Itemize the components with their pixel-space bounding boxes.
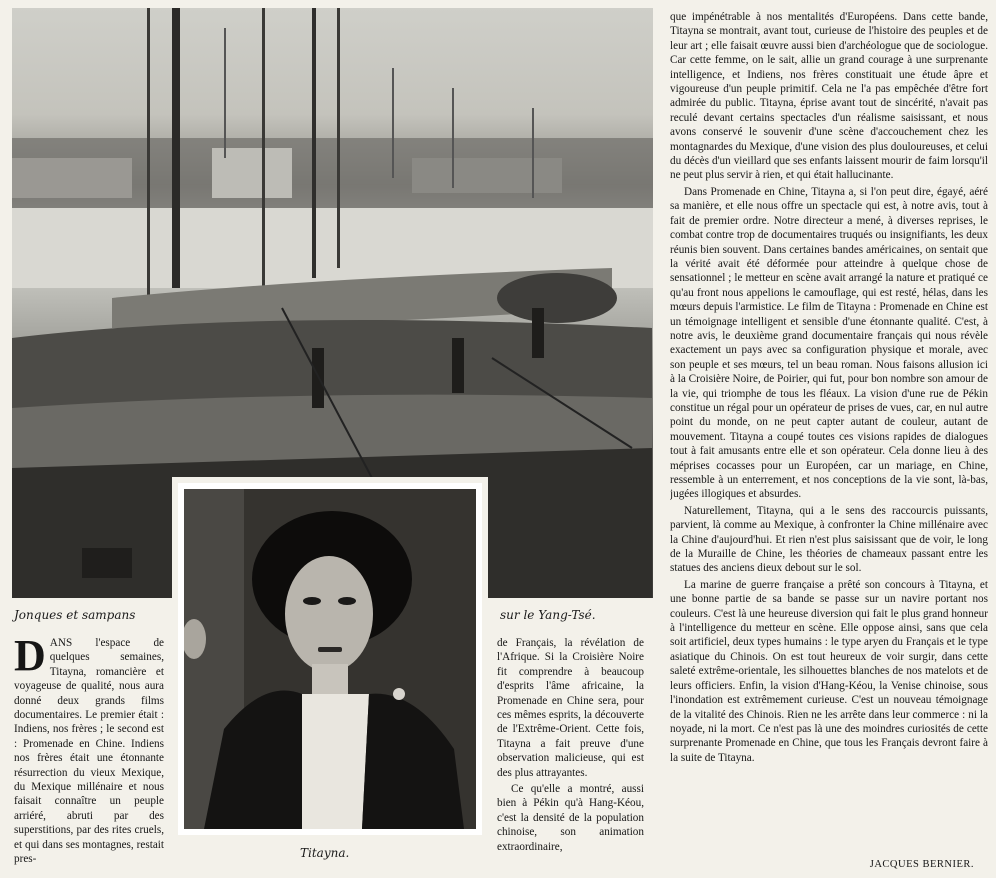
caption-portrait: Titayna. (300, 846, 350, 860)
article-paragraph: Naturellement, Titayna, qui a le sens des raccourcis puissants, parvient, là comme au Mexique, à confronter la Chine millénaire avec la Chine d'aujourd'hui. Et rien n'est plus saisissant que de voir, le long de la Muraille de Chine, les théories de chameaux passant entre les statues des anciens dieux debout sur le sol. (670, 504, 988, 575)
article-column-right (670, 10, 988, 860)
caption-harbor-right: sur le Yang-Tsé. (500, 608, 596, 622)
article-paragraph (14, 636, 164, 867)
article-paragraph: de Français, la révélation de l'Afrique. Si la Croisière Noire fit comprendre à beaucoup d'esprits l'âme africaine, la Promenade en Chine sera, pour ces mêmes esprits, la découverte de l'Extrême-Orient. Cette fois, Titayna a fait preuve d'une observation malicieuse, qui est des plus attrayantes. (497, 637, 644, 779)
caption-harbor-left: Jonques et sampans (14, 608, 136, 622)
article-paragraph: Dans Promenade en Chine, Titayna a, si l'on peut dire, égayé, aéré sa manière, et elle nous offre un spectacle qui est, à notre avis, tout à fait de premier ordre. Notre directeur a mené, à diverses reprises, le combat contre trop de documentaires truqués ou insignifiants, les deux réunis bien souvent. Dans certaines bandes américaines, on sentait que la vérité avait été déformée pour atteindre à quelque chose de sensationnel ; le metteur en scène avait arrangé la nature et pratiqué ce qu'au front nous appelions le camouflage, qui est resté, hélas, dans les mœurs depuis l'armistice. Le film de Titayna : Promenade en Chine est un témoignage intelligent et sensible d'une étonnante qualité. C'est, à notre avis, le deuxième grand documentaire français qui nous révèle exactement un pays avec sa configuration physique et morale, avec son peuple et ses mœurs, tel un beau roman. Nous faisons allusion ici à la Croisière Noire, de Poirier, qui fut, pour bon nombre son amour de la vie, qui triomphe de tous les fléaux. La vision d'une rue de Pékin constitue un régal pour un opérateur de prises de vues, car, en nul autre point du monde, on ne peut capter autant de couleur, autant de mouvement. Titayna a coupé toutes ces visions rapides de dialogues tout à fait amusants entre elle et son opérateur. Cela donne lieu à des méprises cocasses pour un Européen, car un mariage, en Chine, ressemble à un enterrement, et nos conceptions de la vie sont, là-bas, jugées illogiques et absurdes. (670, 185, 988, 501)
dropcap-letter: D (14, 636, 46, 680)
article-paragraph: Ce qu'elle a montré, aussi bien à Pékin qu'à Hang-Kéou, c'est la densité de la population chinoise, son animation extraordinaire, (497, 783, 644, 853)
portrait-photo-image (184, 489, 476, 829)
article-column-middle (497, 636, 644, 876)
article-paragraph: que impénétrable à nos mentalités d'Européens. Dans cette bande, Titayna se montrait, avant tout, curieuse de l'histoire des peuples et de leur art ; elle faisait œuvre aussi bien d'archéologue que de sociologue. Car cette femme, on le sait, allie un grand courage à une surprenante intelligence, et Indiens, nos frères constituait une étude âpre et vigoureuse d'un peuple primitif. Cela ne l'a pas empêchée d'être fort admirée du public. Titayna, éprise avant tout de sincérité, n'avait pas reculé devant certains spectacles d'un réalisme saisissant, et nous avons conservé le souvenir d'une scène d'accouchement chez les montagnardes du Mexique, d'une vision des plus douloureuses, et celui du décès d'un vieillard que ses enfants laissent mourir de faim lorsqu'il ne peut plus servir à rien, et qui était hallucinante. (670, 11, 988, 182)
portrait-illustration (184, 489, 476, 829)
article-paragraph: La marine de guerre française a prêté son concours à Titayna, et une bonne partie de sa bande se passe sur un navire portant nos couleurs. C'est là une heureuse diversion qui fait le plus grand honneur à l'intelligence du metteur en scène. Elle oppose ainsi, sans que cela soit artificiel, deux types humains : le type aryen du Français et le type asiatique du Chinois. On est tout heureux de voir surgir, dans cette saleté extrême-orientale, les silhouettes blanches de nos matelots et de leurs officiers. Enfin, la vision d'Hang-Kéou, la Venise chinoise, sous l'inondation est extrêmement curieuse. C'est un nouveau témoignage de la vitalité des Chinois. Rien ne les arrête dans leur commerce : ni la noyade, ni la mort. Ce n'est pas là une des moindres curiosités de cette surprenante Promenade en Chine, que tous les Français devront faire à la suite de Titayna. (670, 578, 988, 764)
article-text: ANS l'espace de quelques semaines, Titayna, romancière et voyageuse de qualité, nous aura donné deux grands films documentaires. Le premier était : Indiens, nos frères ; le second est : Promenade en Chine. Indiens nos frères était une étonnante résurrection du vieux Mexique, du Mexique millénaire et nous faisait connaître un peuple arriéré, abruti par des superstitions, par des rites cruels, et qui dans ses montagnes, restait pres- (14, 637, 164, 866)
article-column-left (14, 636, 164, 876)
portrait-photo (178, 483, 482, 835)
author-signature: JACQUES BERNIER. (869, 859, 974, 870)
